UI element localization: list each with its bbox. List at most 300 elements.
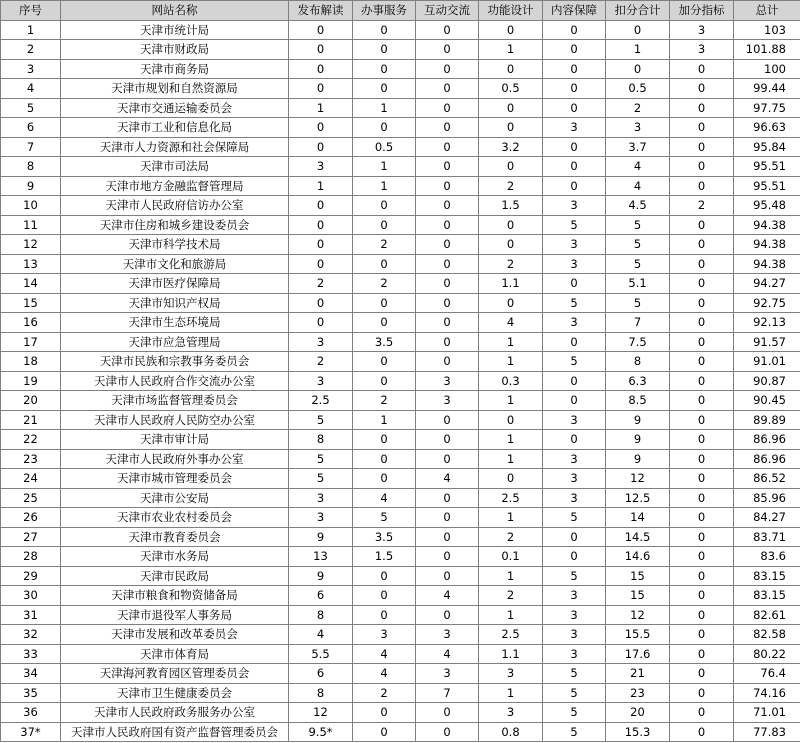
table-row [1,430,800,450]
cell-rank: 6 [1,118,61,138]
table-row [1,508,800,528]
cell-content-guarantee: 3 [543,235,606,255]
cell-release-interpret: 5 [289,449,353,469]
cell-deduction-total: 1 [606,40,670,60]
cell-bonus: 0 [670,449,734,469]
cell-site-name: 天津市发展和改革委员会 [61,625,289,645]
cell-bonus: 0 [670,59,734,79]
cell-deduction-total: 4 [606,157,670,177]
cell-total: 86.96 [734,430,800,450]
cell-total: 94.27 [734,274,800,294]
cell-content-guarantee: 0 [543,40,606,60]
cell-rank: 4 [1,79,61,99]
cell-total: 76.4 [734,664,800,684]
cell-release-interpret: 3 [289,488,353,508]
table-row [1,157,800,177]
cell-content-guarantee: 0 [543,98,606,118]
cell-function-design: 1.1 [479,274,543,294]
cell-rank: 31 [1,605,61,625]
cell-total: 96.63 [734,118,800,138]
cell-interaction: 0 [416,98,479,118]
cell-content-guarantee: 0 [543,371,606,391]
cell-interaction: 0 [416,176,479,196]
cell-interaction: 0 [416,605,479,625]
cell-bonus: 0 [670,293,734,313]
cell-interaction: 0 [416,20,479,40]
cell-release-interpret: 0 [289,118,353,138]
cell-function-design: 0 [479,98,543,118]
cell-function-design: 0.8 [479,722,543,742]
cell-function-design: 0 [479,469,543,489]
cell-interaction: 0 [416,157,479,177]
cell-service: 0 [353,40,416,60]
cell-bonus: 0 [670,488,734,508]
cell-service: 0 [353,79,416,99]
cell-function-design: 0 [479,118,543,138]
cell-total: 82.61 [734,605,800,625]
cell-content-guarantee: 3 [543,118,606,138]
cell-function-design: 0 [479,157,543,177]
cell-content-guarantee: 0 [543,157,606,177]
cell-service: 0 [353,20,416,40]
table-row [1,254,800,274]
cell-total: 101.88 [734,40,800,60]
cell-rank: 12 [1,235,61,255]
cell-site-name: 天津市民族和宗教事务委员会 [61,352,289,372]
header-row [1,1,800,21]
cell-service: 1 [353,176,416,196]
cell-deduction-total: 4.5 [606,196,670,216]
cell-function-design: 1 [479,683,543,703]
table-row [1,488,800,508]
cell-content-guarantee: 5 [543,683,606,703]
cell-service: 0 [353,605,416,625]
table-row [1,98,800,118]
cell-deduction-total: 15 [606,566,670,586]
cell-site-name: 天津市商务局 [61,59,289,79]
cell-bonus: 0 [670,469,734,489]
cell-release-interpret: 0 [289,313,353,333]
cell-service: 4 [353,644,416,664]
cell-deduction-total: 6.3 [606,371,670,391]
cell-deduction-total: 5.1 [606,274,670,294]
cell-release-interpret: 8 [289,683,353,703]
cell-service: 0 [353,722,416,742]
cell-content-guarantee: 3 [543,469,606,489]
cell-release-interpret: 0 [289,196,353,216]
cell-deduction-total: 14.6 [606,547,670,567]
cell-total: 95.84 [734,137,800,157]
cell-function-design: 1 [479,430,543,450]
cell-rank: 15 [1,293,61,313]
cell-total: 103 [734,20,800,40]
cell-site-name: 天津市公安局 [61,488,289,508]
cell-site-name: 天津海河教育园区管理委员会 [61,664,289,684]
cell-deduction-total: 15 [606,586,670,606]
cell-content-guarantee: 0 [543,59,606,79]
cell-total: 94.38 [734,254,800,274]
cell-interaction: 0 [416,547,479,567]
cell-function-design: 0.1 [479,547,543,567]
cell-interaction: 3 [416,664,479,684]
table-row [1,644,800,664]
cell-service: 0 [353,59,416,79]
cell-total: 71.01 [734,703,800,723]
cell-interaction: 0 [416,449,479,469]
cell-interaction: 0 [416,196,479,216]
cell-bonus: 0 [670,313,734,333]
cell-total: 94.38 [734,215,800,235]
cell-total: 97.75 [734,98,800,118]
table-row [1,20,800,40]
cell-site-name: 天津市退役军人事务局 [61,605,289,625]
cell-bonus: 0 [670,586,734,606]
cell-release-interpret: 3 [289,157,353,177]
table-row [1,469,800,489]
cell-release-interpret: 2 [289,274,353,294]
cell-content-guarantee: 0 [543,391,606,411]
cell-bonus: 0 [670,79,734,99]
cell-content-guarantee: 5 [543,664,606,684]
table-row [1,215,800,235]
cell-content-guarantee: 0 [543,430,606,450]
cell-interaction: 0 [416,254,479,274]
cell-release-interpret: 3 [289,371,353,391]
cell-deduction-total: 5 [606,235,670,255]
cell-release-interpret: 6 [289,664,353,684]
cell-site-name: 天津市水务局 [61,547,289,567]
cell-bonus: 0 [670,98,734,118]
cell-function-design: 2 [479,176,543,196]
cell-interaction: 0 [416,118,479,138]
cell-bonus: 0 [670,332,734,352]
cell-site-name: 天津市生态环境局 [61,313,289,333]
cell-service: 0.5 [353,137,416,157]
cell-site-name: 天津市规划和自然资源局 [61,79,289,99]
cell-interaction: 0 [416,40,479,60]
table-row [1,410,800,430]
cell-service: 4 [353,664,416,684]
table-row [1,274,800,294]
cell-content-guarantee: 3 [543,410,606,430]
cell-release-interpret: 2 [289,352,353,372]
cell-total: 95.48 [734,196,800,216]
cell-service: 0 [353,449,416,469]
cell-deduction-total: 14.5 [606,527,670,547]
cell-release-interpret: 9 [289,566,353,586]
cell-service: 0 [353,254,416,274]
cell-function-design: 0 [479,293,543,313]
cell-function-design: 2.5 [479,625,543,645]
cell-rank: 25 [1,488,61,508]
cell-interaction: 3 [416,371,479,391]
cell-service: 3.5 [353,527,416,547]
cell-rank: 5 [1,98,61,118]
cell-release-interpret: 4 [289,625,353,645]
cell-function-design: 2 [479,527,543,547]
cell-release-interpret: 3 [289,508,353,528]
cell-site-name: 天津市卫生健康委员会 [61,683,289,703]
cell-service: 0 [353,566,416,586]
table-row [1,313,800,333]
cell-release-interpret: 13 [289,547,353,567]
cell-content-guarantee: 0 [543,274,606,294]
table-row [1,391,800,411]
cell-rank: 8 [1,157,61,177]
cell-site-name: 天津市场监督管理委员会 [61,391,289,411]
cell-content-guarantee: 3 [543,196,606,216]
cell-total: 83.15 [734,566,800,586]
column-header-interaction: 互动交流 [416,1,479,21]
cell-interaction: 0 [416,137,479,157]
cell-interaction: 0 [416,79,479,99]
cell-function-design: 1 [479,332,543,352]
cell-site-name: 天津市司法局 [61,157,289,177]
cell-release-interpret: 3 [289,332,353,352]
cell-deduction-total: 9 [606,430,670,450]
cell-release-interpret: 2.5 [289,391,353,411]
cell-interaction: 0 [416,59,479,79]
table-row [1,40,800,60]
cell-total: 84.27 [734,508,800,528]
table-row [1,176,800,196]
cell-site-name: 天津市人民政府国有资产监督管理委员会 [61,722,289,742]
cell-release-interpret: 5 [289,410,353,430]
column-header-service: 办事服务 [353,1,416,21]
table-row [1,293,800,313]
cell-function-design: 2.5 [479,488,543,508]
cell-total: 100 [734,59,800,79]
cell-function-design: 0 [479,410,543,430]
column-header-content-guarantee: 内容保障 [543,1,606,21]
cell-bonus: 0 [670,371,734,391]
cell-release-interpret: 5 [289,469,353,489]
cell-service: 0 [353,313,416,333]
cell-deduction-total: 12 [606,469,670,489]
cell-bonus: 3 [670,40,734,60]
cell-function-design: 1 [479,508,543,528]
cell-deduction-total: 9 [606,410,670,430]
column-header-bonus: 加分指标 [670,1,734,21]
cell-site-name: 天津市地方金融监督管理局 [61,176,289,196]
cell-service: 0 [353,215,416,235]
table-row [1,703,800,723]
cell-site-name: 天津市审计局 [61,430,289,450]
cell-function-design: 2 [479,586,543,606]
table-row [1,137,800,157]
column-header-rank: 序号 [1,1,61,21]
cell-deduction-total: 9 [606,449,670,469]
cell-site-name: 天津市人民政府信访办公室 [61,196,289,216]
cell-rank: 21 [1,410,61,430]
cell-total: 86.96 [734,449,800,469]
cell-rank: 30 [1,586,61,606]
cell-bonus: 0 [670,352,734,372]
cell-rank: 19 [1,371,61,391]
cell-interaction: 0 [416,508,479,528]
cell-rank: 35 [1,683,61,703]
cell-service: 1 [353,98,416,118]
cell-site-name: 天津市城市管理委员会 [61,469,289,489]
cell-bonus: 0 [670,605,734,625]
cell-bonus: 0 [670,118,734,138]
cell-service: 0 [353,703,416,723]
cell-deduction-total: 17.6 [606,644,670,664]
cell-total: 92.13 [734,313,800,333]
cell-release-interpret: 0 [289,40,353,60]
cell-content-guarantee: 0 [543,20,606,40]
cell-site-name: 天津市科学技术局 [61,235,289,255]
table-row [1,625,800,645]
cell-function-design: 1 [479,352,543,372]
cell-rank: 24 [1,469,61,489]
table-row [1,664,800,684]
cell-deduction-total: 14 [606,508,670,528]
cell-rank: 18 [1,352,61,372]
cell-function-design: 1 [479,449,543,469]
cell-function-design: 0 [479,59,543,79]
cell-deduction-total: 3 [606,118,670,138]
cell-release-interpret: 0 [289,254,353,274]
cell-deduction-total: 0 [606,20,670,40]
cell-release-interpret: 1 [289,98,353,118]
cell-total: 91.01 [734,352,800,372]
cell-function-design: 4 [479,313,543,333]
cell-bonus: 0 [670,527,734,547]
cell-site-name: 天津市体育局 [61,644,289,664]
cell-bonus: 0 [670,410,734,430]
cell-function-design: 1 [479,566,543,586]
table-row [1,605,800,625]
cell-rank: 9 [1,176,61,196]
cell-deduction-total: 5 [606,215,670,235]
column-header-deduction-total: 扣分合计 [606,1,670,21]
cell-interaction: 0 [416,215,479,235]
cell-bonus: 0 [670,683,734,703]
cell-rank: 33 [1,644,61,664]
cell-deduction-total: 0 [606,59,670,79]
cell-total: 95.51 [734,176,800,196]
cell-deduction-total: 7 [606,313,670,333]
cell-rank: 2 [1,40,61,60]
cell-content-guarantee: 5 [543,293,606,313]
cell-site-name: 天津市知识产权局 [61,293,289,313]
cell-bonus: 0 [670,176,734,196]
cell-bonus: 0 [670,254,734,274]
cell-function-design: 1.5 [479,196,543,216]
cell-deduction-total: 0.5 [606,79,670,99]
cell-bonus: 0 [670,664,734,684]
cell-content-guarantee: 0 [543,79,606,99]
cell-deduction-total: 7.5 [606,332,670,352]
cell-content-guarantee: 0 [543,176,606,196]
cell-rank: 22 [1,430,61,450]
cell-function-design: 3 [479,664,543,684]
cell-release-interpret: 12 [289,703,353,723]
cell-content-guarantee: 0 [543,547,606,567]
cell-content-guarantee: 3 [543,586,606,606]
table-row [1,586,800,606]
cell-content-guarantee: 5 [543,566,606,586]
cell-service: 1 [353,157,416,177]
cell-rank: 11 [1,215,61,235]
cell-bonus: 2 [670,196,734,216]
cell-site-name: 天津市人民政府合作交流办公室 [61,371,289,391]
cell-content-guarantee: 0 [543,137,606,157]
cell-function-design: 1 [479,605,543,625]
cell-release-interpret: 9.5* [289,722,353,742]
table-row [1,371,800,391]
cell-total: 83.71 [734,527,800,547]
cell-bonus: 0 [670,391,734,411]
cell-interaction: 0 [416,488,479,508]
cell-total: 92.75 [734,293,800,313]
cell-total: 82.58 [734,625,800,645]
cell-total: 99.44 [734,79,800,99]
cell-rank: 28 [1,547,61,567]
cell-total: 74.16 [734,683,800,703]
cell-service: 3.5 [353,332,416,352]
table-row [1,352,800,372]
cell-service: 0 [353,586,416,606]
cell-deduction-total: 4 [606,176,670,196]
cell-content-guarantee: 3 [543,449,606,469]
cell-deduction-total: 3.7 [606,137,670,157]
cell-total: 94.38 [734,235,800,255]
cell-content-guarantee: 5 [543,722,606,742]
cell-site-name: 天津市交通运输委员会 [61,98,289,118]
cell-site-name: 天津市农业农村委员会 [61,508,289,528]
cell-total: 91.57 [734,332,800,352]
cell-release-interpret: 0 [289,20,353,40]
cell-bonus: 0 [670,566,734,586]
cell-site-name: 天津市粮食和物资储备局 [61,586,289,606]
cell-service: 4 [353,488,416,508]
cell-release-interpret: 0 [289,235,353,255]
cell-total: 83.6 [734,547,800,567]
cell-content-guarantee: 3 [543,254,606,274]
cell-total: 90.87 [734,371,800,391]
cell-bonus: 0 [670,235,734,255]
cell-function-design: 0 [479,215,543,235]
cell-site-name: 天津市人民政府外事办公室 [61,449,289,469]
cell-release-interpret: 0 [289,59,353,79]
cell-release-interpret: 5.5 [289,644,353,664]
table-row [1,683,800,703]
cell-service: 0 [353,371,416,391]
cell-content-guarantee: 3 [543,625,606,645]
cell-content-guarantee: 0 [543,527,606,547]
cell-deduction-total: 5 [606,293,670,313]
cell-release-interpret: 0 [289,137,353,157]
table-row [1,196,800,216]
cell-total: 80.22 [734,644,800,664]
column-header-function-design: 功能设计 [479,1,543,21]
table-row [1,566,800,586]
cell-deduction-total: 8.5 [606,391,670,411]
cell-bonus: 0 [670,625,734,645]
cell-deduction-total: 12.5 [606,488,670,508]
cell-content-guarantee: 5 [543,352,606,372]
cell-rank: 23 [1,449,61,469]
cell-deduction-total: 2 [606,98,670,118]
table-row [1,59,800,79]
cell-interaction: 0 [416,410,479,430]
cell-rank: 26 [1,508,61,528]
cell-deduction-total: 5 [606,254,670,274]
cell-service: 0 [353,469,416,489]
cell-bonus: 0 [670,644,734,664]
